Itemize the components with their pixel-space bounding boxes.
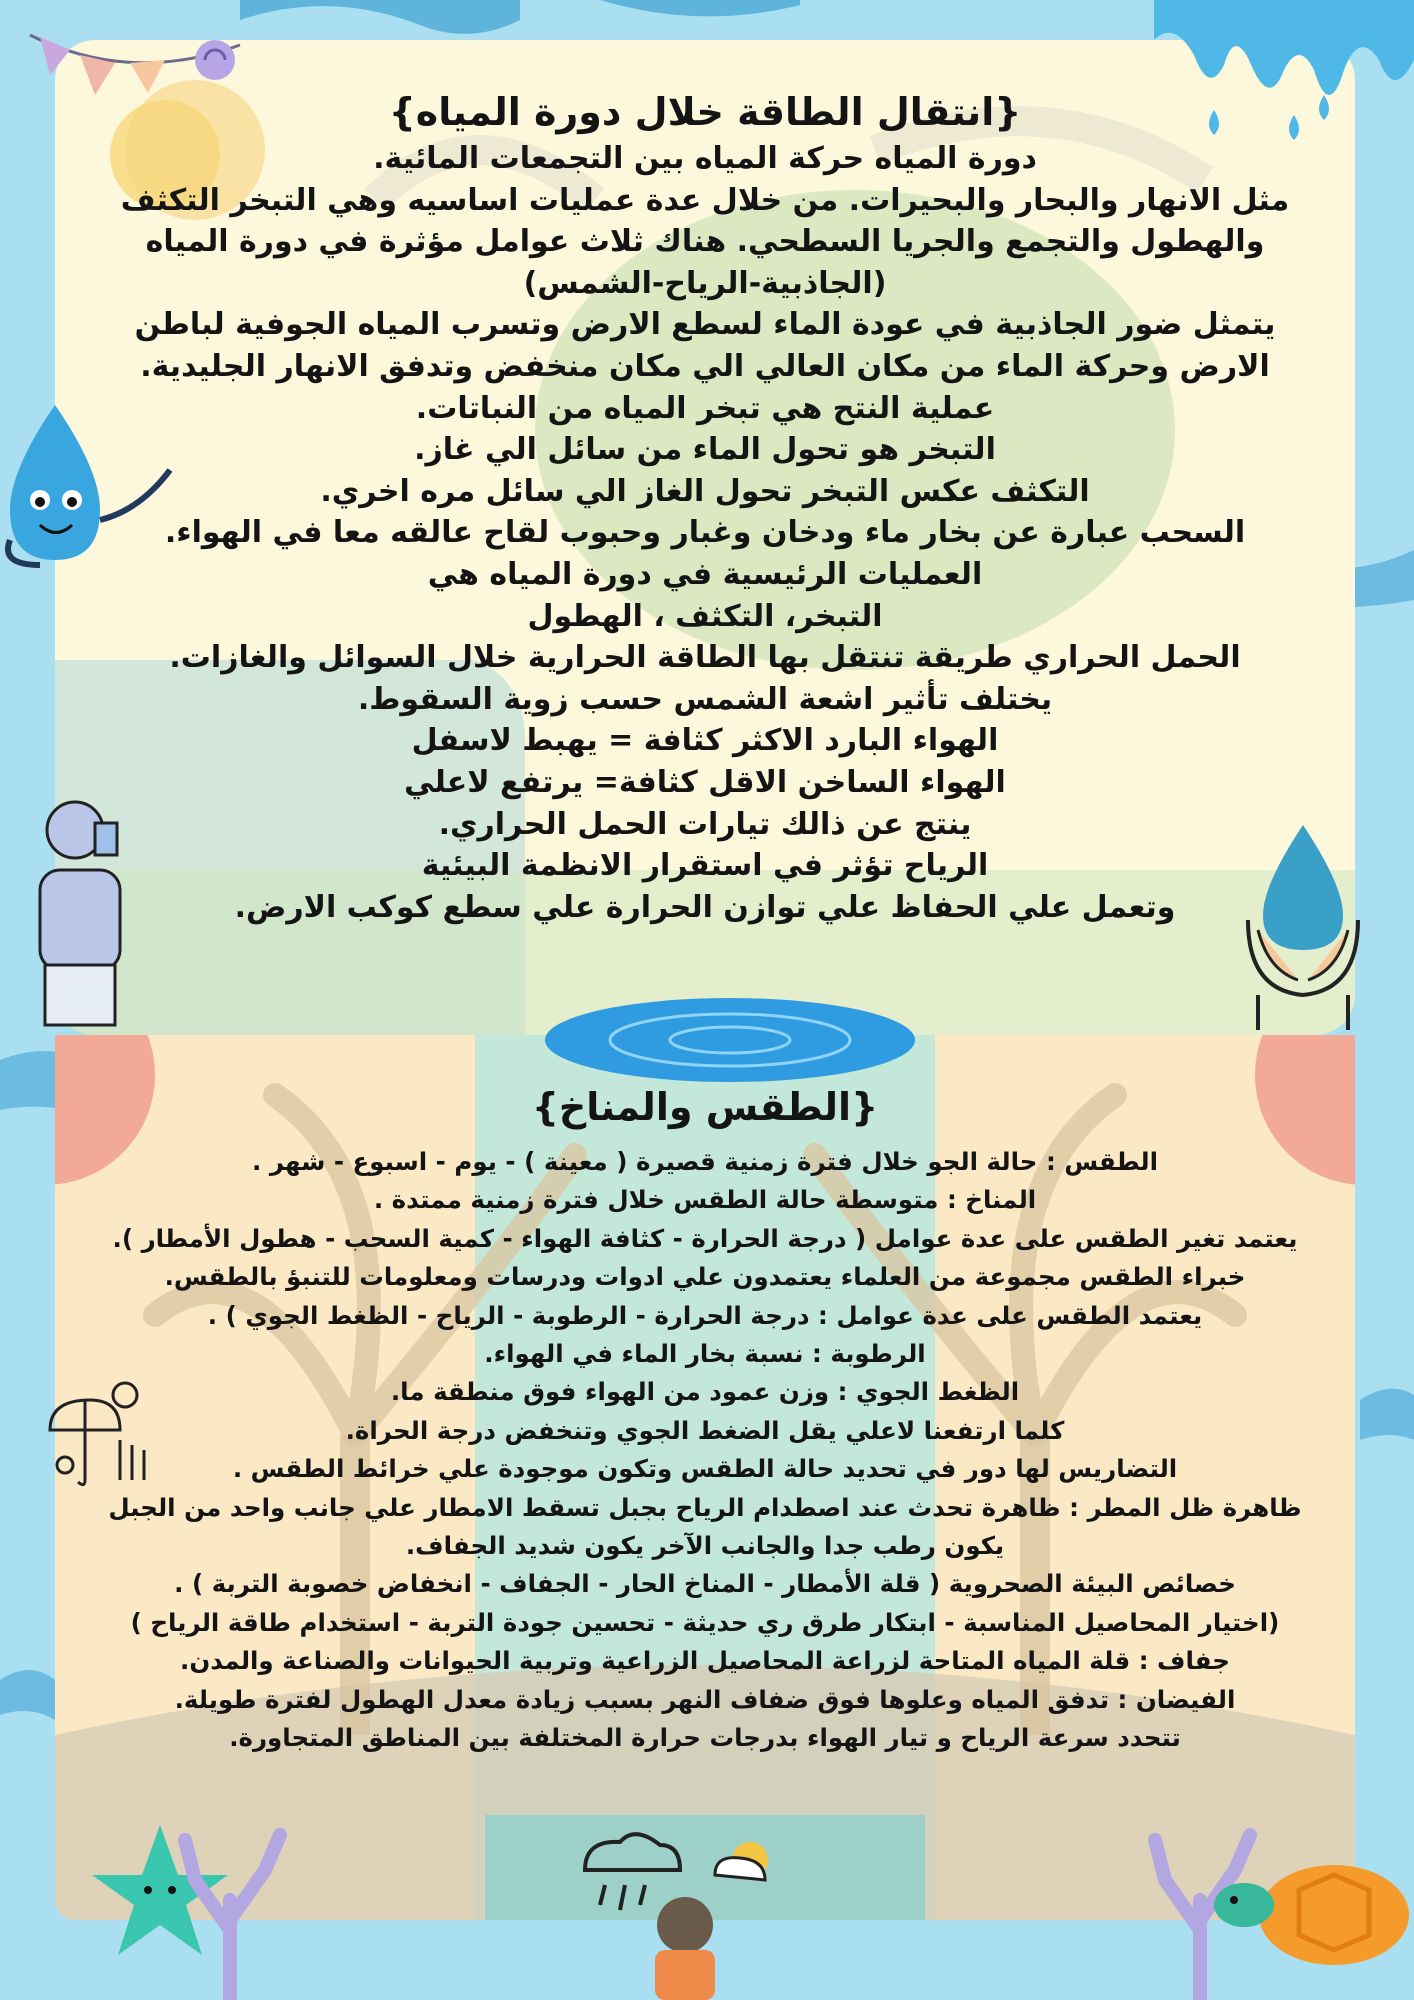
weather-line: تتحدد سرعة الرياح و تيار الهواء بدرجات حرارة المختلفة بين المناطق المتجاورة. <box>229 1723 1181 1753</box>
energy-title: {انتقال الطاقة خلال دورة المياه} <box>388 90 1022 134</box>
turtle-icon <box>1214 1845 1414 1975</box>
weather-line: يكون رطب جدا والجانب الآخر يكون شديد الجفاف. <box>405 1531 1005 1561</box>
weather-line: كلما ارتفعنا لاعلي يقل الضغط الجوي وتنخفض درجة الحراة. <box>345 1415 1065 1445</box>
weather-line: ظاهرة ظل المطر : ظاهرة تحدث عند اصطدام الرياح بجبل تسقط الامطار علي جانب واحد من الجبل <box>108 1492 1302 1522</box>
weather-line: يعتمد تغير الطقس على عدة عوامل ( درجة الحرارة - كثافة الهواء - كمية السحب - هطول الأمطار ). <box>112 1223 1298 1253</box>
energy-line: التبخر هو تحول الماء من سائل الي غاز. <box>414 432 996 468</box>
energy-line: يختلف تأثير اشعة الشمس حسب زوية السقوط. <box>357 681 1053 717</box>
weather-line: الفيضان : تدفق المياه وعلوها فوق ضفاف النهر بسبب زيادة معدل الهطول لفترة طويلة. <box>174 1684 1236 1714</box>
weather-line: خصائص البيئة الصحروية ( قلة الأمطار - المناخ الحار - الجفاف - انخفاض خصوبة التربة ) . <box>174 1569 1236 1599</box>
weather-line: جفاف : قلة المياه المتاحة لزراعة المحاصيل الزراعية وتربية الحيوانات والصناعة والمدن. <box>180 1646 1230 1676</box>
energy-line: وتعمل علي الحفاظ علي توازن الحرارة علي سطع كوكب الارض. <box>234 889 1176 925</box>
energy-line: ينتج عن ذالك تيارات الحمل الحراري. <box>438 806 972 842</box>
energy-line: الارض وحركة الماء من مكان العالي الي مكان منخفض وتدفق الانهار الجليدية. <box>140 348 1270 384</box>
weather-line: خبراء الطقس مجموعة من العلماء يعتمدون علي ادوات ودرسات ومعلومات للتنبؤ بالطقس. <box>164 1262 1246 1292</box>
energy-section <box>55 40 1355 928</box>
energy-line: الرياح تؤثر في استقرار الانظمة البيئية <box>421 848 989 884</box>
weather-line: المناخ : متوسطة حالة الطقس خلال فترة زمنية ممتدة . <box>373 1185 1037 1215</box>
energy-line: التكثف عكس التبخر تحول الغاز الي سائل مره اخري. <box>320 473 1090 509</box>
energy-line: الحمل الحراري طريقة تنتقل بها الطاقة الحرارية خلال السوائل والغازات. <box>169 640 1241 676</box>
coral-icon <box>170 1810 290 2000</box>
energy-line: الهواء البارد الاكثر كثافة = يهبط لاسفل <box>411 723 999 759</box>
energy-line: العمليات الرئيسية في دورة المياه هي <box>427 556 983 592</box>
weather-line: (اختيار المحاصيل المناسبة - ابتكار طرق ري حديثة - تحسين جودة التربة - استخدام طاقة الرياح ) <box>130 1607 1280 1637</box>
energy-line: مثل الانهار والبحار والبحيرات. من خلال عدة عمليات اساسيه وهي التبخر التكثف <box>120 182 1290 218</box>
energy-line: (الجاذبية-الرياح-الشمس) <box>523 265 887 301</box>
energy-line: عملية النتح هي تبخر المياه من النباتات. <box>415 390 995 426</box>
weather-line: الرطوبة : نسبة بخار الماء في الهواء. <box>484 1339 926 1369</box>
energy-line: والهطول والتجمع والجريا السطحي. هناك ثلاث عوامل مؤثرة في دورة المياه <box>145 224 1265 260</box>
energy-line: التبخر، التكثف ، الهطول <box>527 598 883 634</box>
weather-section <box>55 1035 1355 1758</box>
weather-line: التضاريس لها دور في تحديد حالة الطقس وتكون موجودة علي خرائط الطقس . <box>232 1454 1178 1484</box>
weather-girl-icon <box>575 1830 795 2000</box>
energy-line: السحب عبارة عن بخار ماء ودخان وغبار وحبوب لقاح عالقه معا في الهواء. <box>164 515 1246 551</box>
weather-line: يعتمد الطقس على عدة عوامل : درجة الحرارة - الرطوبة - الرياح - الظغط الجوي ) . <box>207 1300 1203 1330</box>
energy-line: دورة المياه حركة المياه بين التجمعات المائية. <box>373 141 1037 176</box>
weather-line: الطقس : حالة الجو خلال فترة زمنية قصيرة ( معينة ) - يوم - اسبوع - شهر . <box>251 1147 1159 1176</box>
weather-title: {الطقس والمناخ} <box>531 1085 879 1129</box>
energy-line: يتمثل ضور الجاذبية في عودة الماء لسطع الارض وتسرب المياه الجوفية لباطن <box>134 307 1276 343</box>
energy-line: الهواء الساخن الاقل كثافة= يرتفع لاعلي <box>404 764 1006 800</box>
weather-line: الظغط الجوي : وزن عمود من الهواء فوق منطقة ما. <box>390 1377 1020 1407</box>
